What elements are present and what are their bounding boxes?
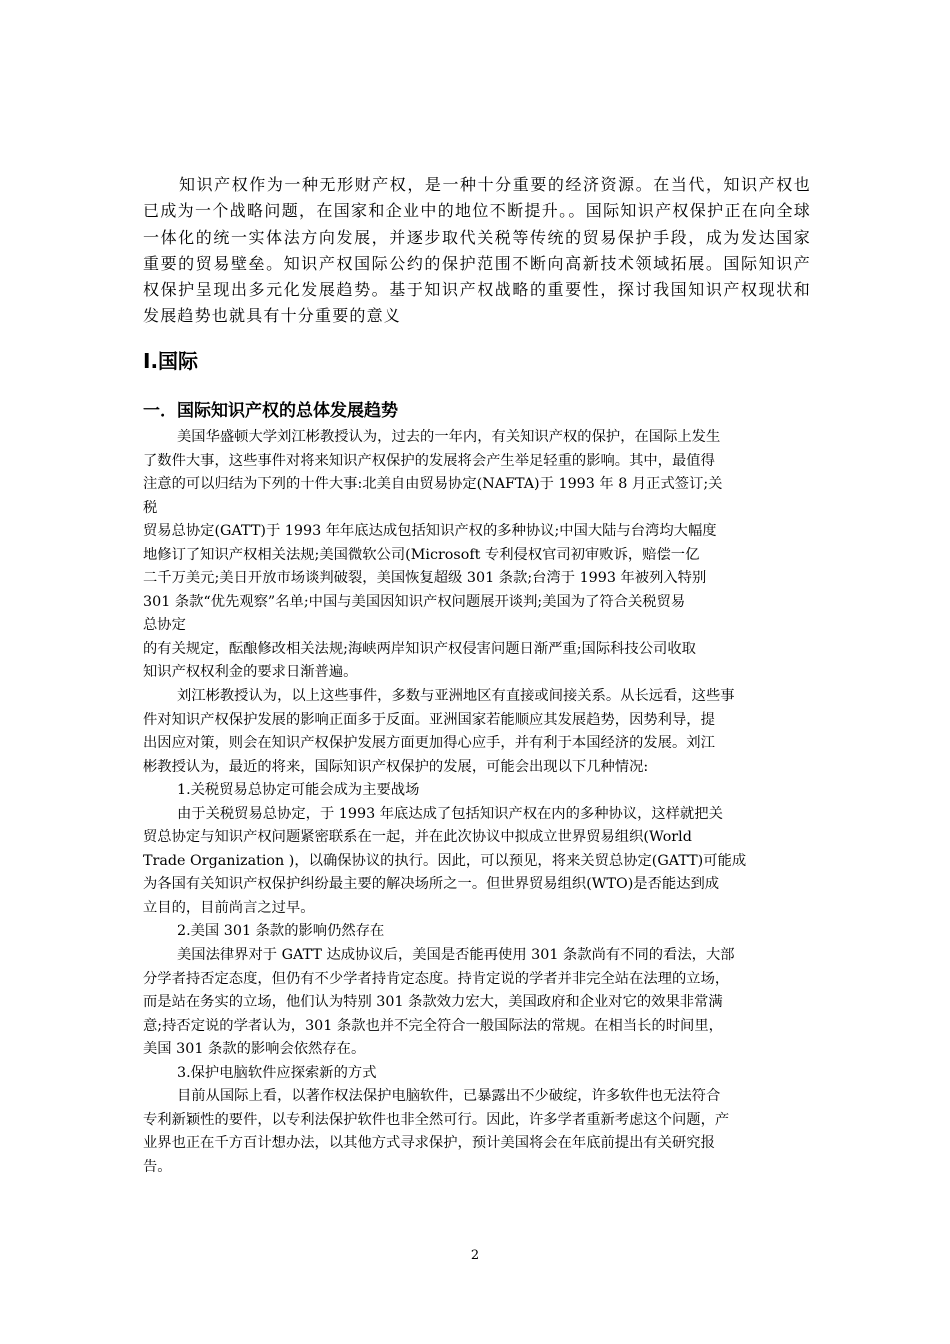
body-line: 意;持否定说的学者认为，301 条款也并不完全符合一般国际法的常规。在相当长的时间里， bbox=[143, 1017, 723, 1034]
body-line: 美国 301 条款的影响会依然存在。 bbox=[143, 1041, 366, 1058]
body-text bbox=[143, 426, 833, 1180]
body-line: 立目的，目前尚言之过早。 bbox=[143, 899, 315, 916]
body-line: 注意的可以归结为下列的十件大事:北美自由贸易协定(NAFTA)于 1993 年 8 月正式签订;关 bbox=[143, 476, 723, 493]
list-item-heading: 1.关税贸易总协定可能会成为主要战场 bbox=[177, 782, 420, 799]
body-line: 由于关税贸易总协定，于 1993 年底达成了包括知识产权在内的多种协议，这样就把关 bbox=[177, 805, 723, 822]
body-line: 美国法律界对于 GATT 达成协议后，美国是否能再使用 301 条款尚有不同的看法，大部 bbox=[177, 947, 735, 964]
body-line: 知识产权权利金的要求日渐普遍。 bbox=[143, 664, 358, 681]
body-line: 出因应对策，则会在知识产权保护发展方面更加得心应手，并有利于本国经济的发展。刘江 bbox=[143, 735, 715, 752]
body-line: 贸总协定与知识产权问题紧密联系在一起，并在此次协议中拟成立世界贸易组织(World bbox=[143, 829, 692, 846]
body-line: 而是站在务实的立场，他们认为特别 301 条款效力宏大，美国政府和企业对它的效果非常满 bbox=[143, 994, 723, 1011]
body-line: 专利新颖性的要件，以专利法保护软件也非全然可行。因此，许多学者重新考虑这个问题，产 bbox=[143, 1111, 730, 1128]
list-item-heading: 3.保护电脑软件应探索新的方式 bbox=[177, 1064, 377, 1081]
body-line: 为各国有关知识产权保护纠纷最主要的解决场所之一。但世界贸易组织(WTO)是否能达到成 bbox=[143, 876, 720, 893]
body-line: 件对知识产权保护发展的影响正面多于反面。亚洲国家若能顺应其发展趋势，因势利导，提 bbox=[143, 711, 715, 728]
body-line: 目前从国际上看，以著作权法保护电脑软件，已暴露出不少破绽，许多软件也无法符合 bbox=[177, 1088, 721, 1105]
body-line: 二千万美元;美日开放市场谈判破裂，美国恢复超级 301 条款;台湾于 1993 年被列入特别 bbox=[143, 570, 707, 587]
body-line: 总协定 bbox=[143, 617, 186, 634]
body-line: 告。 bbox=[143, 1158, 172, 1175]
intro-paragraph: 知识产权作为一种无形财产权，是一种十分重要的经济资源。在当代，知识产权也已成为一个战略问题，在国家和企业中的地位不断提升。。国际知识产权保护正在向全球一体化的统一实体法方向发展，并逐步取代关税等传统的贸易保护手段，成为发达国家重要的贸易壁垒。知识产权国际公约的保护范围不断向高新技术领域拓展。国际知识产权保护呈现出多元化发展趋势。基于知识产权战略的重要性，探讨我国知识产权现状和发展趋势也就具有十分重要的意义 bbox=[143, 175, 811, 326]
body-line: 的有关规定，酝酿修改相关法规;海峡两岸知识产权侵害问题日渐严重;国际科技公司收取 bbox=[143, 640, 696, 657]
page-number: 2 bbox=[470, 1248, 480, 1263]
section-heading: Ⅰ.国际 bbox=[143, 349, 199, 373]
body-line: Trade Organization )，以确保协议的执行。因此，可以预见，将来关贸总协定(GATT)可能成 bbox=[143, 852, 747, 869]
body-line: 了数件大事，这些事件对将来知识产权保护的发展将会产生举足轻重的影响。其中，最值得 bbox=[143, 452, 715, 469]
body-line: 税 bbox=[143, 499, 158, 516]
body-line: 刘江彬教授认为，以上这些事件，多数与亚洲地区有直接或间接关系。从长远看，这些事 bbox=[177, 688, 735, 705]
subsection-heading: 一．国际知识产权的总体发展趋势 bbox=[143, 401, 398, 421]
body-line: 301 条款“优先观察”名单;中国与美国因知识产权问题展开谈判;美国为了符合关税贸易 bbox=[143, 593, 686, 610]
body-line: 业界也正在千方百计想办法，以其他方式寻求保护，预计美国将会在年底前提出有关研究报 bbox=[143, 1135, 715, 1152]
list-item-heading: 2.美国 301 条款的影响仍然存在 bbox=[177, 923, 385, 940]
body-line: 分学者持否定态度，但仍有不少学者持肯定态度。持肯定说的学者并非完全站在法理的立场， bbox=[143, 970, 730, 987]
body-line: 贸易总协定(GATT)于 1993 年年底达成包括知识产权的多种协议;中国大陆与台湾均大幅度 bbox=[143, 523, 717, 540]
body-line: 美国华盛顿大学刘江彬教授认为，过去的一年内，有关知识产权的保护，在国际上发生 bbox=[177, 429, 721, 445]
body-line: 地修订了知识产权相关法规;美国微软公司(Microsoft 专利侵权官司初审败诉，赔偿一亿 bbox=[143, 546, 700, 563]
body-line: 彬教授认为，最近的将来，国际知识产权保护的发展，可能会出现以下几种情况: bbox=[143, 758, 649, 775]
